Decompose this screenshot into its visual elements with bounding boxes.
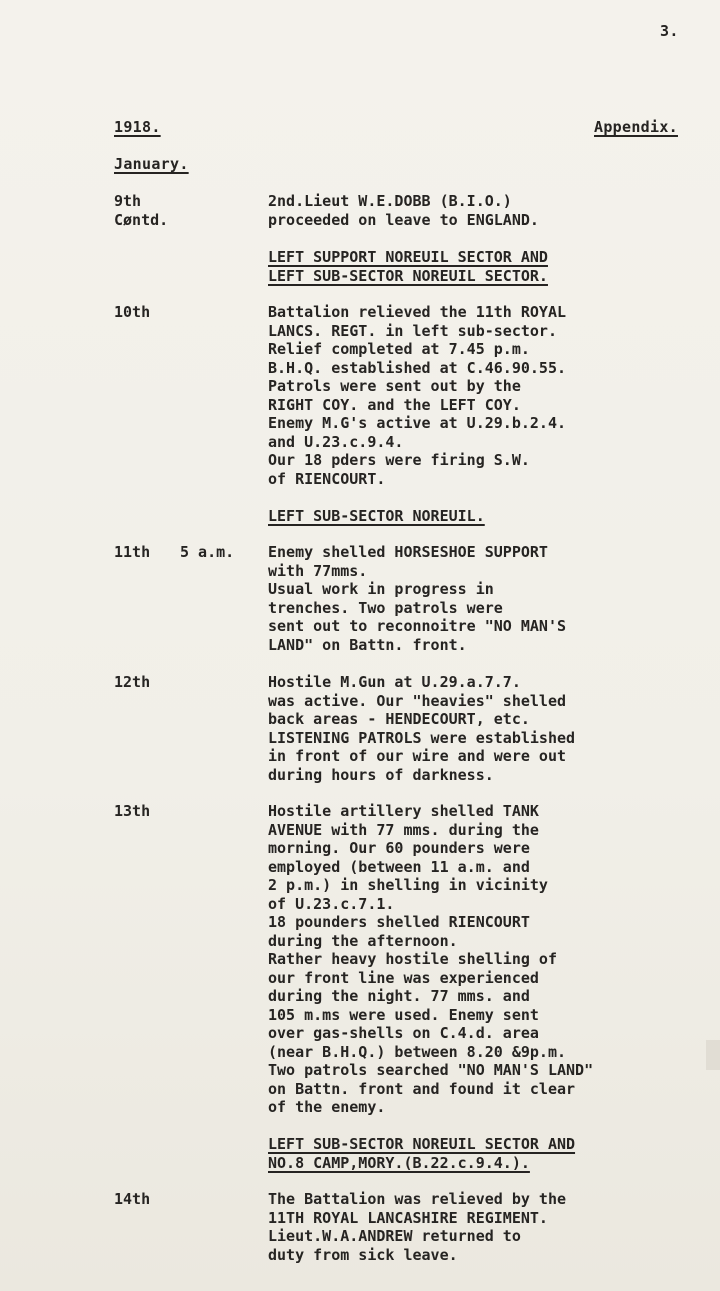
entry-date: 10th: [114, 303, 151, 321]
entry-text: Battalion relieved the 11th ROYAL LANCS. REGT. in left sub-sector. Relief completed at 7.45 p.m. B.H.Q. established at C.46.90.55. Patrols were sent out by the RIGHT COY. and the LEFT COY. Enemy M.G's active at U.29.b.2.4. and U.23.c.9.4. Our 18 pders were firing S.W. of RIENCOURT.: [268, 303, 567, 488]
entry-text: Hostile M.Gun at U.29.a.7.7. was active. Our "heavies" shelled back areas - HENDECOURT, etc. LISTENING PATROLS were established in front of our wire and were out during hours of darkness.: [268, 673, 576, 784]
entry-date: 11th: [114, 543, 151, 561]
appendix-heading: Appendix.: [594, 118, 678, 136]
entry-text: 2nd.Lieut W.E.DOBB (B.I.O.) proceeded on leave to ENGLAND.: [268, 192, 539, 229]
year-heading: 1918.: [114, 118, 161, 136]
entry-date: 12th: [114, 673, 151, 691]
entry-time: 5 a.m.: [180, 543, 235, 561]
section-heading: LEFT SUPPORT NOREUIL SECTOR AND LEFT SUB-SECTOR NOREUIL SECTOR.: [268, 248, 548, 285]
section-heading: LEFT SUB-SECTOR NOREUIL SECTOR AND NO.8 CAMP,MORY.(B.22.c.9.4.).: [268, 1135, 576, 1172]
entry-text: The Battalion was relieved by the 11TH ROYAL LANCASHIRE REGIMENT. Lieut.W.A.ANDREW returned to duty from sick leave.: [268, 1190, 567, 1264]
month-heading: January.: [114, 155, 189, 173]
entry-date: 9th Cøntd.: [114, 192, 169, 229]
page-number: 3.: [660, 22, 679, 40]
paper-edge-mark: [706, 1040, 720, 1070]
entry-date: 14th: [114, 1190, 151, 1208]
entry-text: Hostile artillery shelled TANK AVENUE with 77 mms. during the morning. Our 60 pounders were employed (between 11 a.m. and 2 p.m.) in shelling in vicinity of U.23.c.7.1. 18 pounders shelled RIENCOURT during the afternoon. Rather heavy hostile shelling of our front line was experienced during the night. 77 mms. and 105 m.ms were used. Enemy sent over gas-shells on C.4.d. area (near B.H.Q.) between 8.20 &9p.m. Two patrols searched "NO MAN'S LAND" on Battn. front and found it clear of the enemy.: [268, 802, 594, 1116]
entry-date: 13th: [114, 802, 151, 820]
section-heading: LEFT SUB-SECTOR NOREUIL.: [268, 507, 485, 525]
entry-text: Enemy shelled HORSESHOE SUPPORT with 77mms. Usual work in progress in trenches. Two patrols were sent out to reconnoitre "NO MAN'S LAND" on Battn. front.: [268, 543, 567, 654]
